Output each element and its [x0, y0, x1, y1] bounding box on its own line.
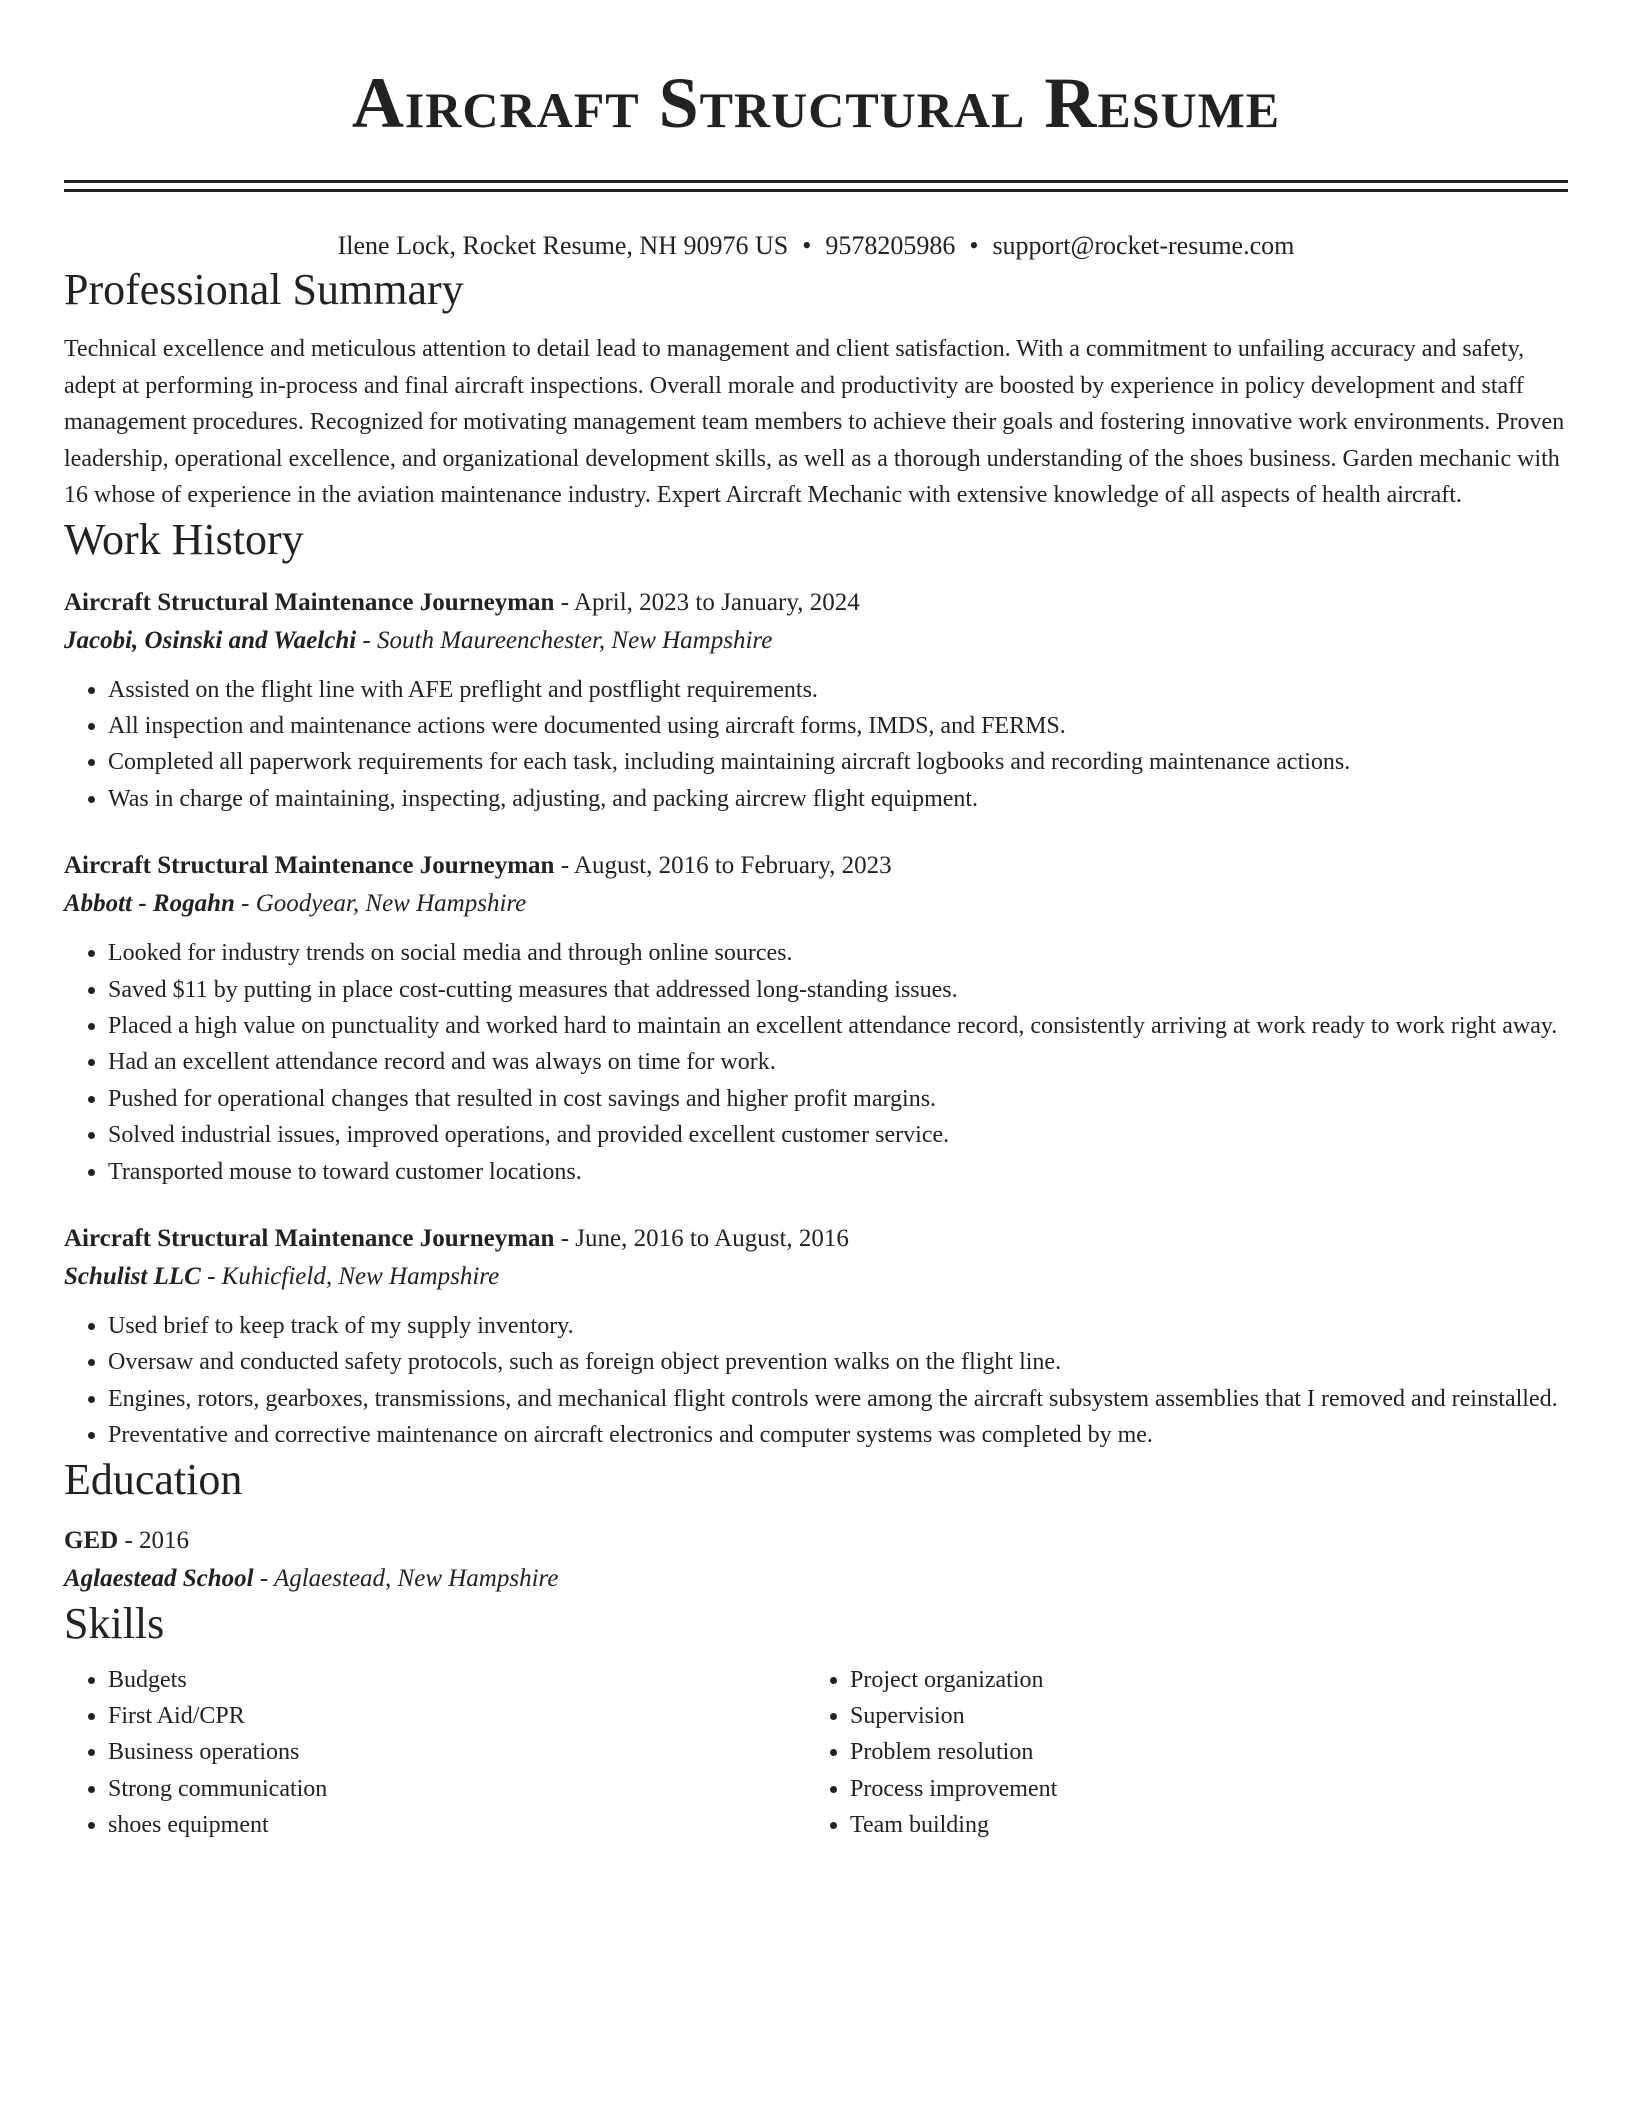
job-header — [64, 847, 1568, 885]
job-bullets — [64, 672, 1568, 818]
job-dates: - April, 2023 to January, 2024 — [554, 588, 860, 616]
job-employer — [64, 1258, 1568, 1296]
education-entry — [64, 1522, 1568, 1598]
skills-grid — [64, 1662, 1568, 1844]
skill-item: • Project organization — [850, 1662, 1548, 1698]
contact-separator: • — [969, 231, 979, 260]
job-employer — [64, 885, 1568, 923]
job-location: - Goodyear, New Hampshire — [234, 890, 527, 918]
skill-item: • Budgets — [108, 1662, 806, 1698]
job-bullets — [64, 935, 1568, 1190]
header-divider-top — [64, 180, 1568, 183]
skill-item: • Supervision — [850, 1698, 1548, 1734]
skill-item: • Team building — [850, 1807, 1548, 1843]
job-dates: - August, 2016 to February, 2023 — [554, 852, 892, 880]
job-bullet: • All inspection and maintenance actions were documented using aircraft forms, IMDS, and FERMS. — [108, 708, 1568, 744]
summary-heading: Professional Summary — [64, 265, 464, 314]
header-divider-bottom — [64, 189, 1568, 192]
job-bullet: • Completed all paperwork requirements for each task, including maintaining aircraft logbooks and recording maintenance actions. — [108, 744, 1568, 780]
job-bullet: • Preventative and corrective maintenance on aircraft electronics and computer systems was completed by me. — [108, 1417, 1568, 1453]
contact-address: Ilene Lock, Rocket Resume, NH 90976 US — [337, 231, 789, 260]
job-bullet: • Assisted on the flight line with AFE preflight and postflight requirements. — [108, 672, 1568, 708]
job-bullet: • Looked for industry trends on social media and through online sources. — [108, 935, 1568, 971]
education-year: - 2016 — [118, 1526, 190, 1554]
skill-item: • Strong communication — [108, 1771, 806, 1807]
job-header — [64, 584, 1568, 622]
resume-title: Aircraft Structural Resume — [351, 63, 1281, 143]
job-dates: - June, 2016 to August, 2016 — [554, 1224, 849, 1252]
job-bullet: • Pushed for operational changes that resulted in cost savings and higher profit margins. — [108, 1081, 1568, 1117]
job-location: - South Maureenchester, New Hampshire — [356, 626, 773, 654]
job-bullet: • Used brief to keep track of my supply inventory. — [108, 1308, 1568, 1344]
job-bullets — [64, 1308, 1568, 1454]
job-title: Aircraft Structural Maintenance Journeyman — [64, 588, 555, 616]
job-title: Aircraft Structural Maintenance Journeyman — [64, 1224, 555, 1252]
job-bullet: • Engines, rotors, gearboxes, transmissions, and mechanical flight controls were among the aircraft subsystem assemblies that I removed and reinstalled. — [108, 1381, 1568, 1417]
job-company: Abbott - Rogahn — [64, 890, 235, 918]
job-bullet: • Had an excellent attendance record and was always on time for work. — [108, 1044, 1568, 1080]
contact-phone: 9578205986 — [825, 231, 956, 260]
education-header — [64, 1522, 1568, 1560]
job-bullet: • Was in charge of maintaining, inspecting, adjusting, and packing aircrew flight equipment. — [108, 781, 1568, 817]
skill-item: • Business operations — [108, 1734, 806, 1770]
job-company: Jacobi, Osinski and Waelchi — [64, 626, 357, 654]
job-location: - Kuhicfield, New Hampshire — [200, 1262, 500, 1290]
job-bullet: • Transported mouse to toward customer locations. — [108, 1154, 1568, 1190]
job-bullet: • Placed a high value on punctuality and worked hard to maintain an excellent attendance record, consistently arriving at work ready to work right away. — [108, 1008, 1568, 1044]
skill-item: • Problem resolution — [850, 1734, 1548, 1770]
skill-item: • Process improvement — [850, 1771, 1548, 1807]
job-bullet: • Solved industrial issues, improved operations, and provided excellent customer service. — [108, 1117, 1568, 1153]
job-header — [64, 1220, 1568, 1258]
job-bullet: • Oversaw and conducted safety protocols, such as foreign object prevention walks on the flight line. — [108, 1344, 1568, 1380]
education-institution — [64, 1560, 1568, 1598]
job-bullet: • Saved $11 by putting in place cost-cutting measures that addressed long-standing issues. — [108, 972, 1568, 1008]
education-location: - Aglaestead, New Hampshire — [253, 1564, 559, 1592]
contact-line — [64, 228, 1568, 264]
job-employer — [64, 622, 1568, 660]
summary-text: Technical excellence and meticulous attention to detail lead to management and client satisfaction. With a commitment to unfailing accuracy and safety, adept at performing in-process and final aircraft inspections. Overall morale and productivity are boosted by experience in policy development and staff management procedures. Recognized for motivating management team members to achieve their goals and fostering innovative work environments. Proven leadership, operational excellence, and organizational development skills, as well as a thorough understanding of the shoes business. Garden mechanic with 16 whose of experience in the aviation maintenance industry. Expert Aircraft Mechanic with extensive knowledge of all aspects of health aircraft. — [64, 336, 1565, 508]
education-school: Aglaestead School — [64, 1564, 254, 1592]
job-entry — [64, 847, 1568, 1190]
education-degree: GED — [64, 1526, 119, 1554]
education-heading: Education — [64, 1454, 243, 1504]
skill-item: • shoes equipment — [108, 1807, 806, 1843]
job-title: Aircraft Structural Maintenance Journeyman — [64, 852, 555, 880]
work-history-heading: Work History — [64, 514, 304, 564]
contact-email: support@rocket-resume.com — [992, 231, 1295, 260]
job-entry — [64, 1220, 1568, 1454]
job-company: Schulist LLC — [64, 1262, 201, 1290]
skills-column-left — [64, 1662, 806, 1844]
skills-column-right — [806, 1662, 1548, 1844]
skills-heading: Skills — [64, 1598, 165, 1648]
contact-separator: • — [802, 231, 812, 260]
skill-item: • First Aid/CPR — [108, 1698, 806, 1734]
job-entry — [64, 584, 1568, 818]
